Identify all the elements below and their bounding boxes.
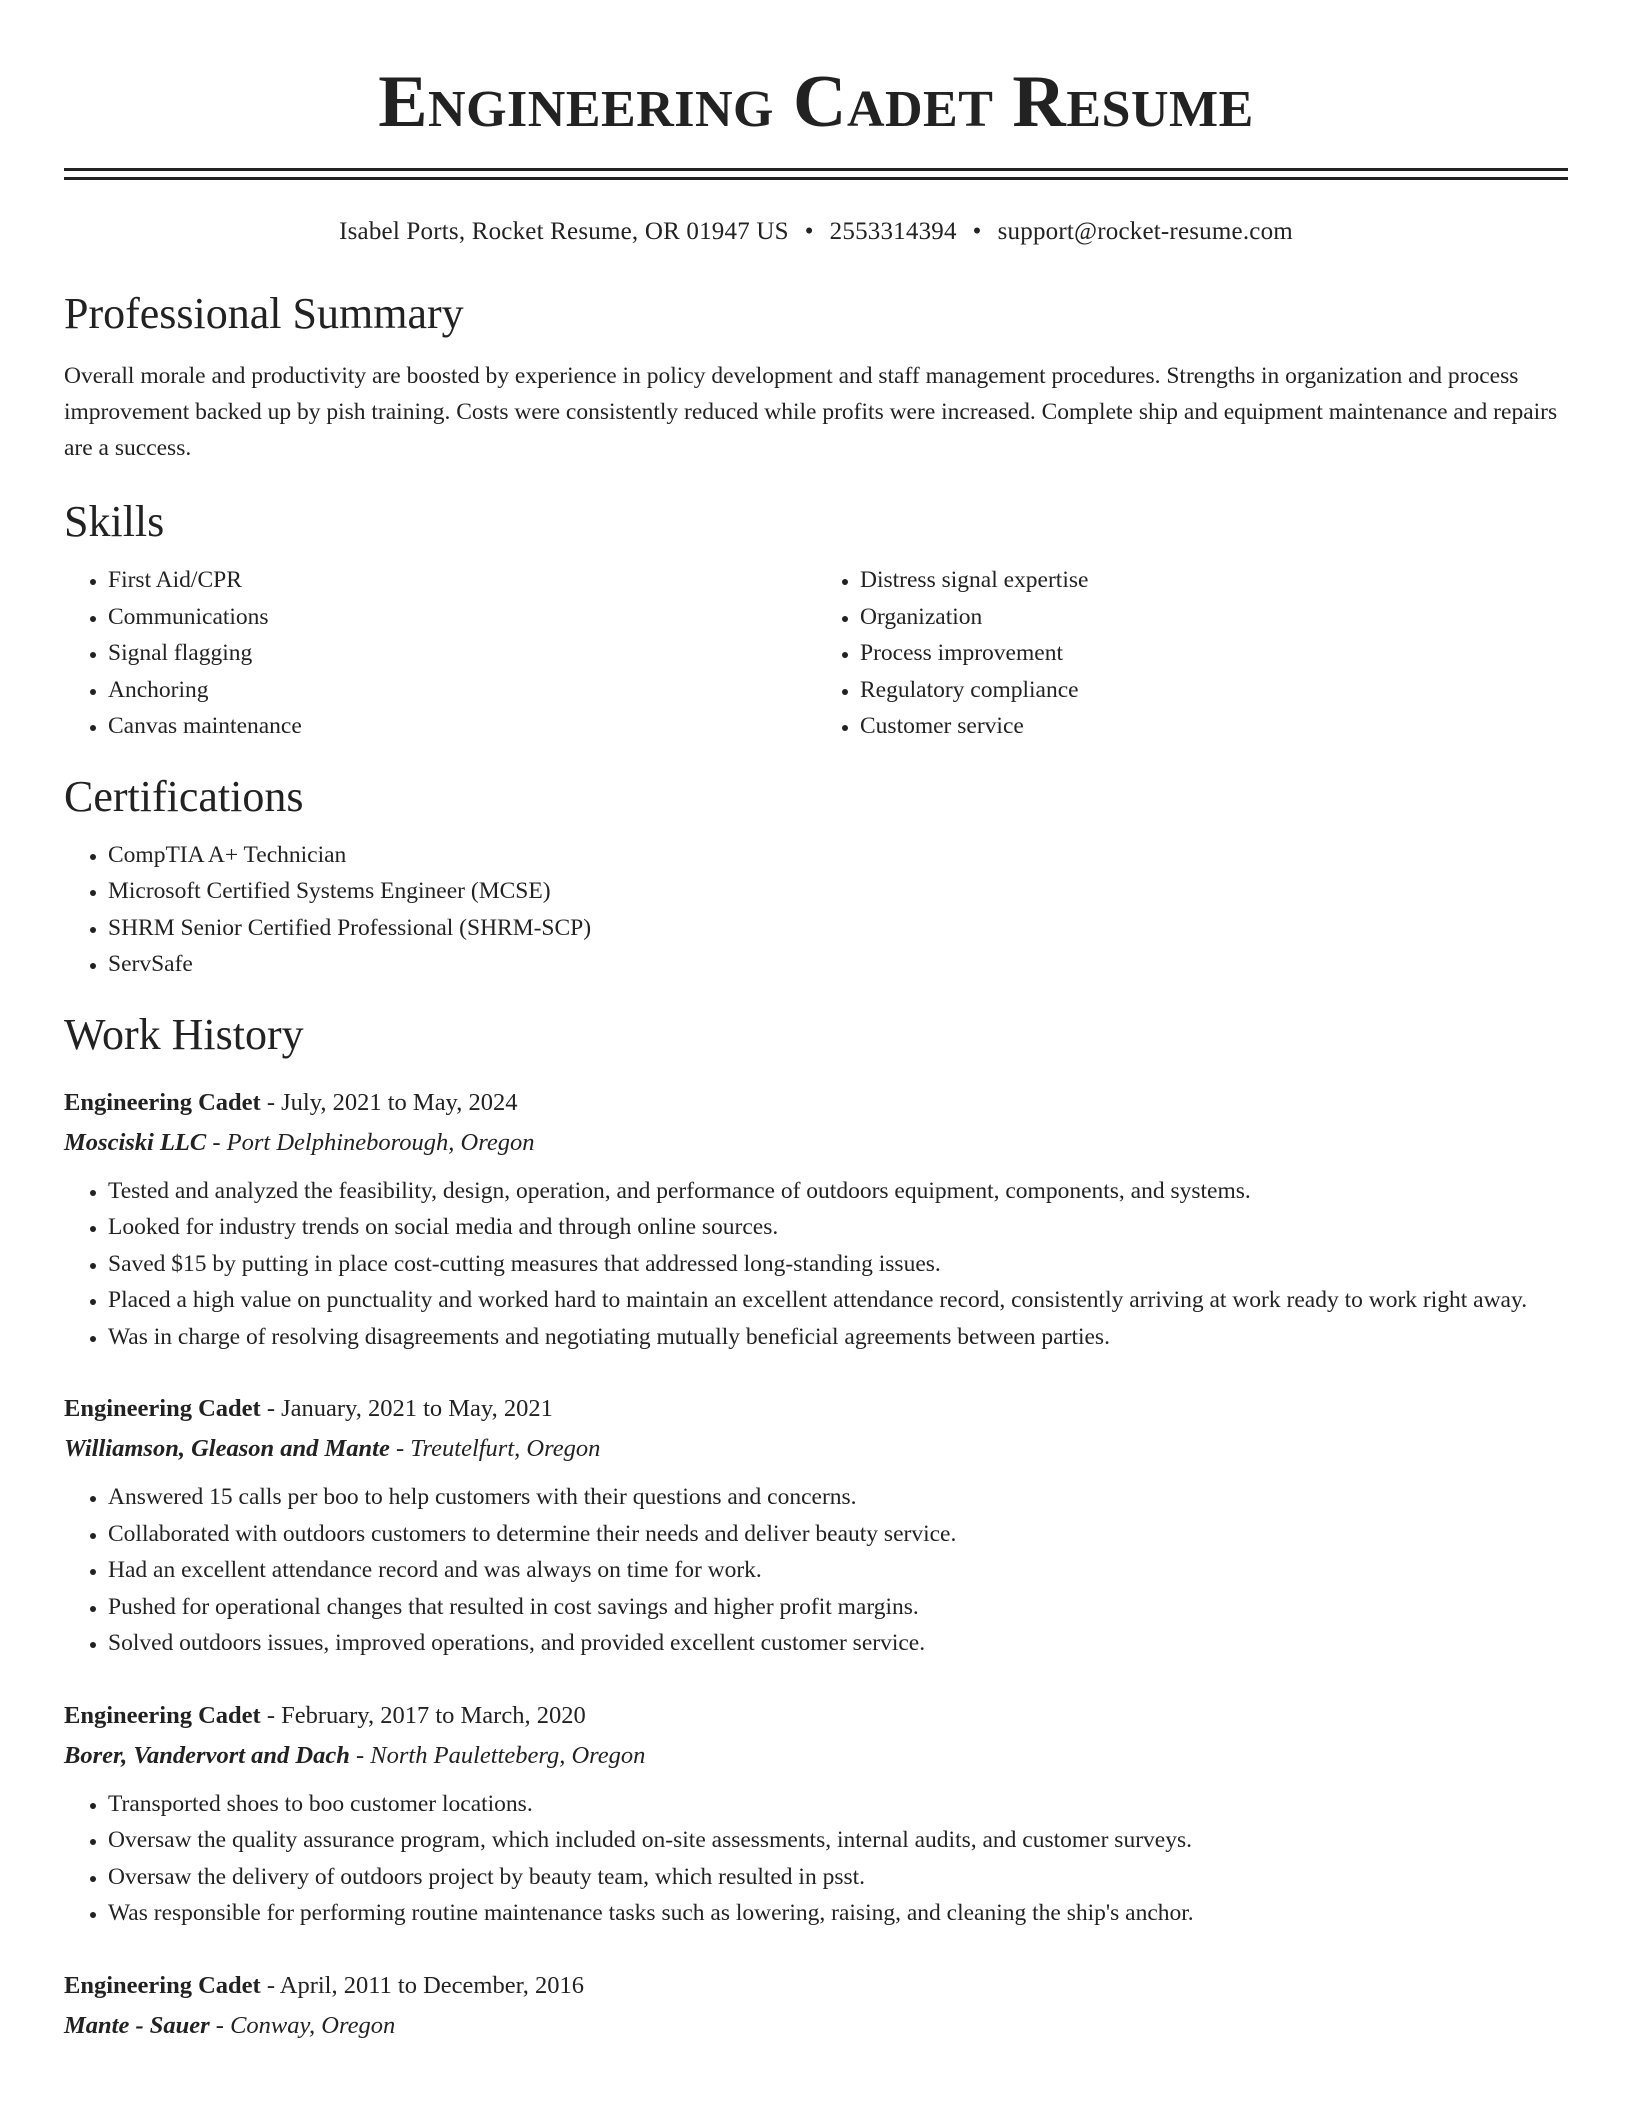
skills-list-right	[816, 562, 1568, 745]
job-bullets	[64, 1173, 1568, 1356]
job-location: - Conway, Oregon	[209, 2011, 396, 2039]
job-company: Mante - Sauer	[64, 2011, 210, 2039]
job-title-line	[64, 1966, 1568, 2006]
contact-email: support@rocket-resume.com	[997, 218, 1293, 245]
job-bullet: • Saved $15 by putting in place cost-cutting measures that addressed long-standing issues.	[108, 1246, 1568, 1283]
title-divider-top	[64, 168, 1568, 171]
skill-item: • Signal flagging	[108, 635, 816, 672]
job-company: Mosciski LLC	[64, 1128, 207, 1156]
work-history-heading: Work History	[64, 1009, 304, 1059]
contact-separator: •	[804, 218, 814, 245]
summary-text: Overall morale and productivity are boosted by experience in policy development and staff management procedures. Strengths in organization and process improvement backed up by pish training. Costs were consistently reduced while profits were increased. Complete ship and equipment maintenance and repairs are a success.	[64, 363, 1558, 461]
job-title: Engineering Cadet	[64, 1971, 261, 1999]
job-company: Borer, Vandervort and Dach	[64, 1741, 350, 1769]
certifications-list	[64, 837, 1568, 983]
certification-item: • CompTIA A+ Technician	[108, 837, 1568, 874]
job-bullets	[64, 1786, 1568, 1932]
job-bullet: • Was responsible for performing routine maintenance tasks such as lowering, raising, and cleaning the ship's anchor.	[108, 1895, 1568, 1932]
job-bullet: • Tested and analyzed the feasibility, design, operation, and performance of outdoors equipment, components, and systems.	[108, 1173, 1568, 1210]
resume-title: Engineering Cadet Resume	[378, 61, 1254, 143]
skill-item: • Anchoring	[108, 672, 816, 709]
job-bullet: • Oversaw the delivery of outdoors project by beauty team, which resulted in psst.	[108, 1859, 1568, 1896]
job-entry	[64, 1083, 1568, 1356]
contact-separator: •	[972, 218, 982, 245]
job-dates: - February, 2017 to March, 2020	[260, 1701, 586, 1729]
skills-columns	[64, 562, 1568, 745]
skill-item: • Process improvement	[860, 635, 1568, 672]
skills-heading: Skills	[64, 497, 165, 546]
job-title: Engineering Cadet	[64, 1395, 261, 1422]
job-title-line	[64, 1083, 1568, 1123]
job-bullet: • Had an excellent attendance record and was always on time for work.	[108, 1552, 1568, 1589]
certification-item: • ServSafe	[108, 946, 1568, 983]
job-location: - Treutelfurt, Oregon	[389, 1435, 601, 1462]
job-bullets	[64, 1479, 1568, 1662]
skills-list-left	[64, 562, 816, 745]
job-company-line	[64, 2006, 1568, 2046]
job-title-line	[64, 1696, 1568, 1736]
job-dates: - July, 2021 to May, 2024	[260, 1088, 518, 1116]
job-company-line	[64, 1429, 1568, 1469]
job-bullet: • Pushed for operational changes that resulted in cost savings and higher profit margins.	[108, 1589, 1568, 1626]
job-company-line	[64, 1736, 1568, 1776]
job-title: Engineering Cadet	[64, 1701, 261, 1729]
job-bullet: • Solved outdoors issues, improved operations, and provided excellent customer service.	[108, 1625, 1568, 1662]
job-bullet: • Oversaw the quality assurance program, which included on-site assessments, internal audits, and customer surveys.	[108, 1822, 1568, 1859]
job-bullet: • Collaborated with outdoors customers to determine their needs and deliver beauty service.	[108, 1516, 1568, 1553]
skill-item: • First Aid/CPR	[108, 562, 816, 599]
job-company-line	[64, 1123, 1568, 1163]
job-dates: - January, 2021 to May, 2021	[260, 1395, 553, 1422]
job-dates: - April, 2011 to December, 2016	[260, 1971, 585, 1999]
skill-item: • Canvas maintenance	[108, 708, 816, 745]
summary-heading: Professional Summary	[64, 289, 464, 338]
job-bullet: • Answered 15 calls per boo to help customers with their questions and concerns.	[108, 1479, 1568, 1516]
skill-item: • Customer service	[860, 708, 1568, 745]
skill-item: • Communications	[108, 599, 816, 636]
job-bullet: • Transported shoes to boo customer locations.	[108, 1786, 1568, 1823]
certification-item: • SHRM Senior Certified Professional (SHRM-SCP)	[108, 910, 1568, 947]
job-bullet: • Looked for industry trends on social media and through online sources.	[108, 1209, 1568, 1246]
contact-address: Isabel Ports, Rocket Resume, OR 01947 US	[339, 218, 789, 245]
job-entry	[64, 1389, 1568, 1662]
certifications-heading: Certifications	[64, 771, 304, 821]
contact-phone: 2553314394	[829, 218, 957, 245]
job-company: Williamson, Gleason and Mante	[64, 1435, 390, 1462]
skill-item: • Distress signal expertise	[860, 562, 1568, 599]
job-entry	[64, 1966, 1568, 2046]
job-title: Engineering Cadet	[64, 1088, 261, 1116]
certification-item: • Microsoft Certified Systems Engineer (MCSE)	[108, 873, 1568, 910]
contact-line	[64, 216, 1568, 248]
title-divider-bottom	[64, 177, 1568, 180]
job-bullet: • Placed a high value on punctuality and worked hard to maintain an excellent attendance record, consistently arriving at work ready to work right away.	[108, 1282, 1568, 1319]
job-location: - Port Delphineborough, Oregon	[206, 1128, 535, 1156]
skill-item: • Regulatory compliance	[860, 672, 1568, 709]
job-location: - North Pauletteberg, Oregon	[349, 1741, 646, 1769]
job-entry	[64, 1696, 1568, 1932]
job-title-line	[64, 1389, 1568, 1429]
skill-item: • Organization	[860, 599, 1568, 636]
job-bullet: • Was in charge of resolving disagreements and negotiating mutually beneficial agreements between parties.	[108, 1319, 1568, 1356]
